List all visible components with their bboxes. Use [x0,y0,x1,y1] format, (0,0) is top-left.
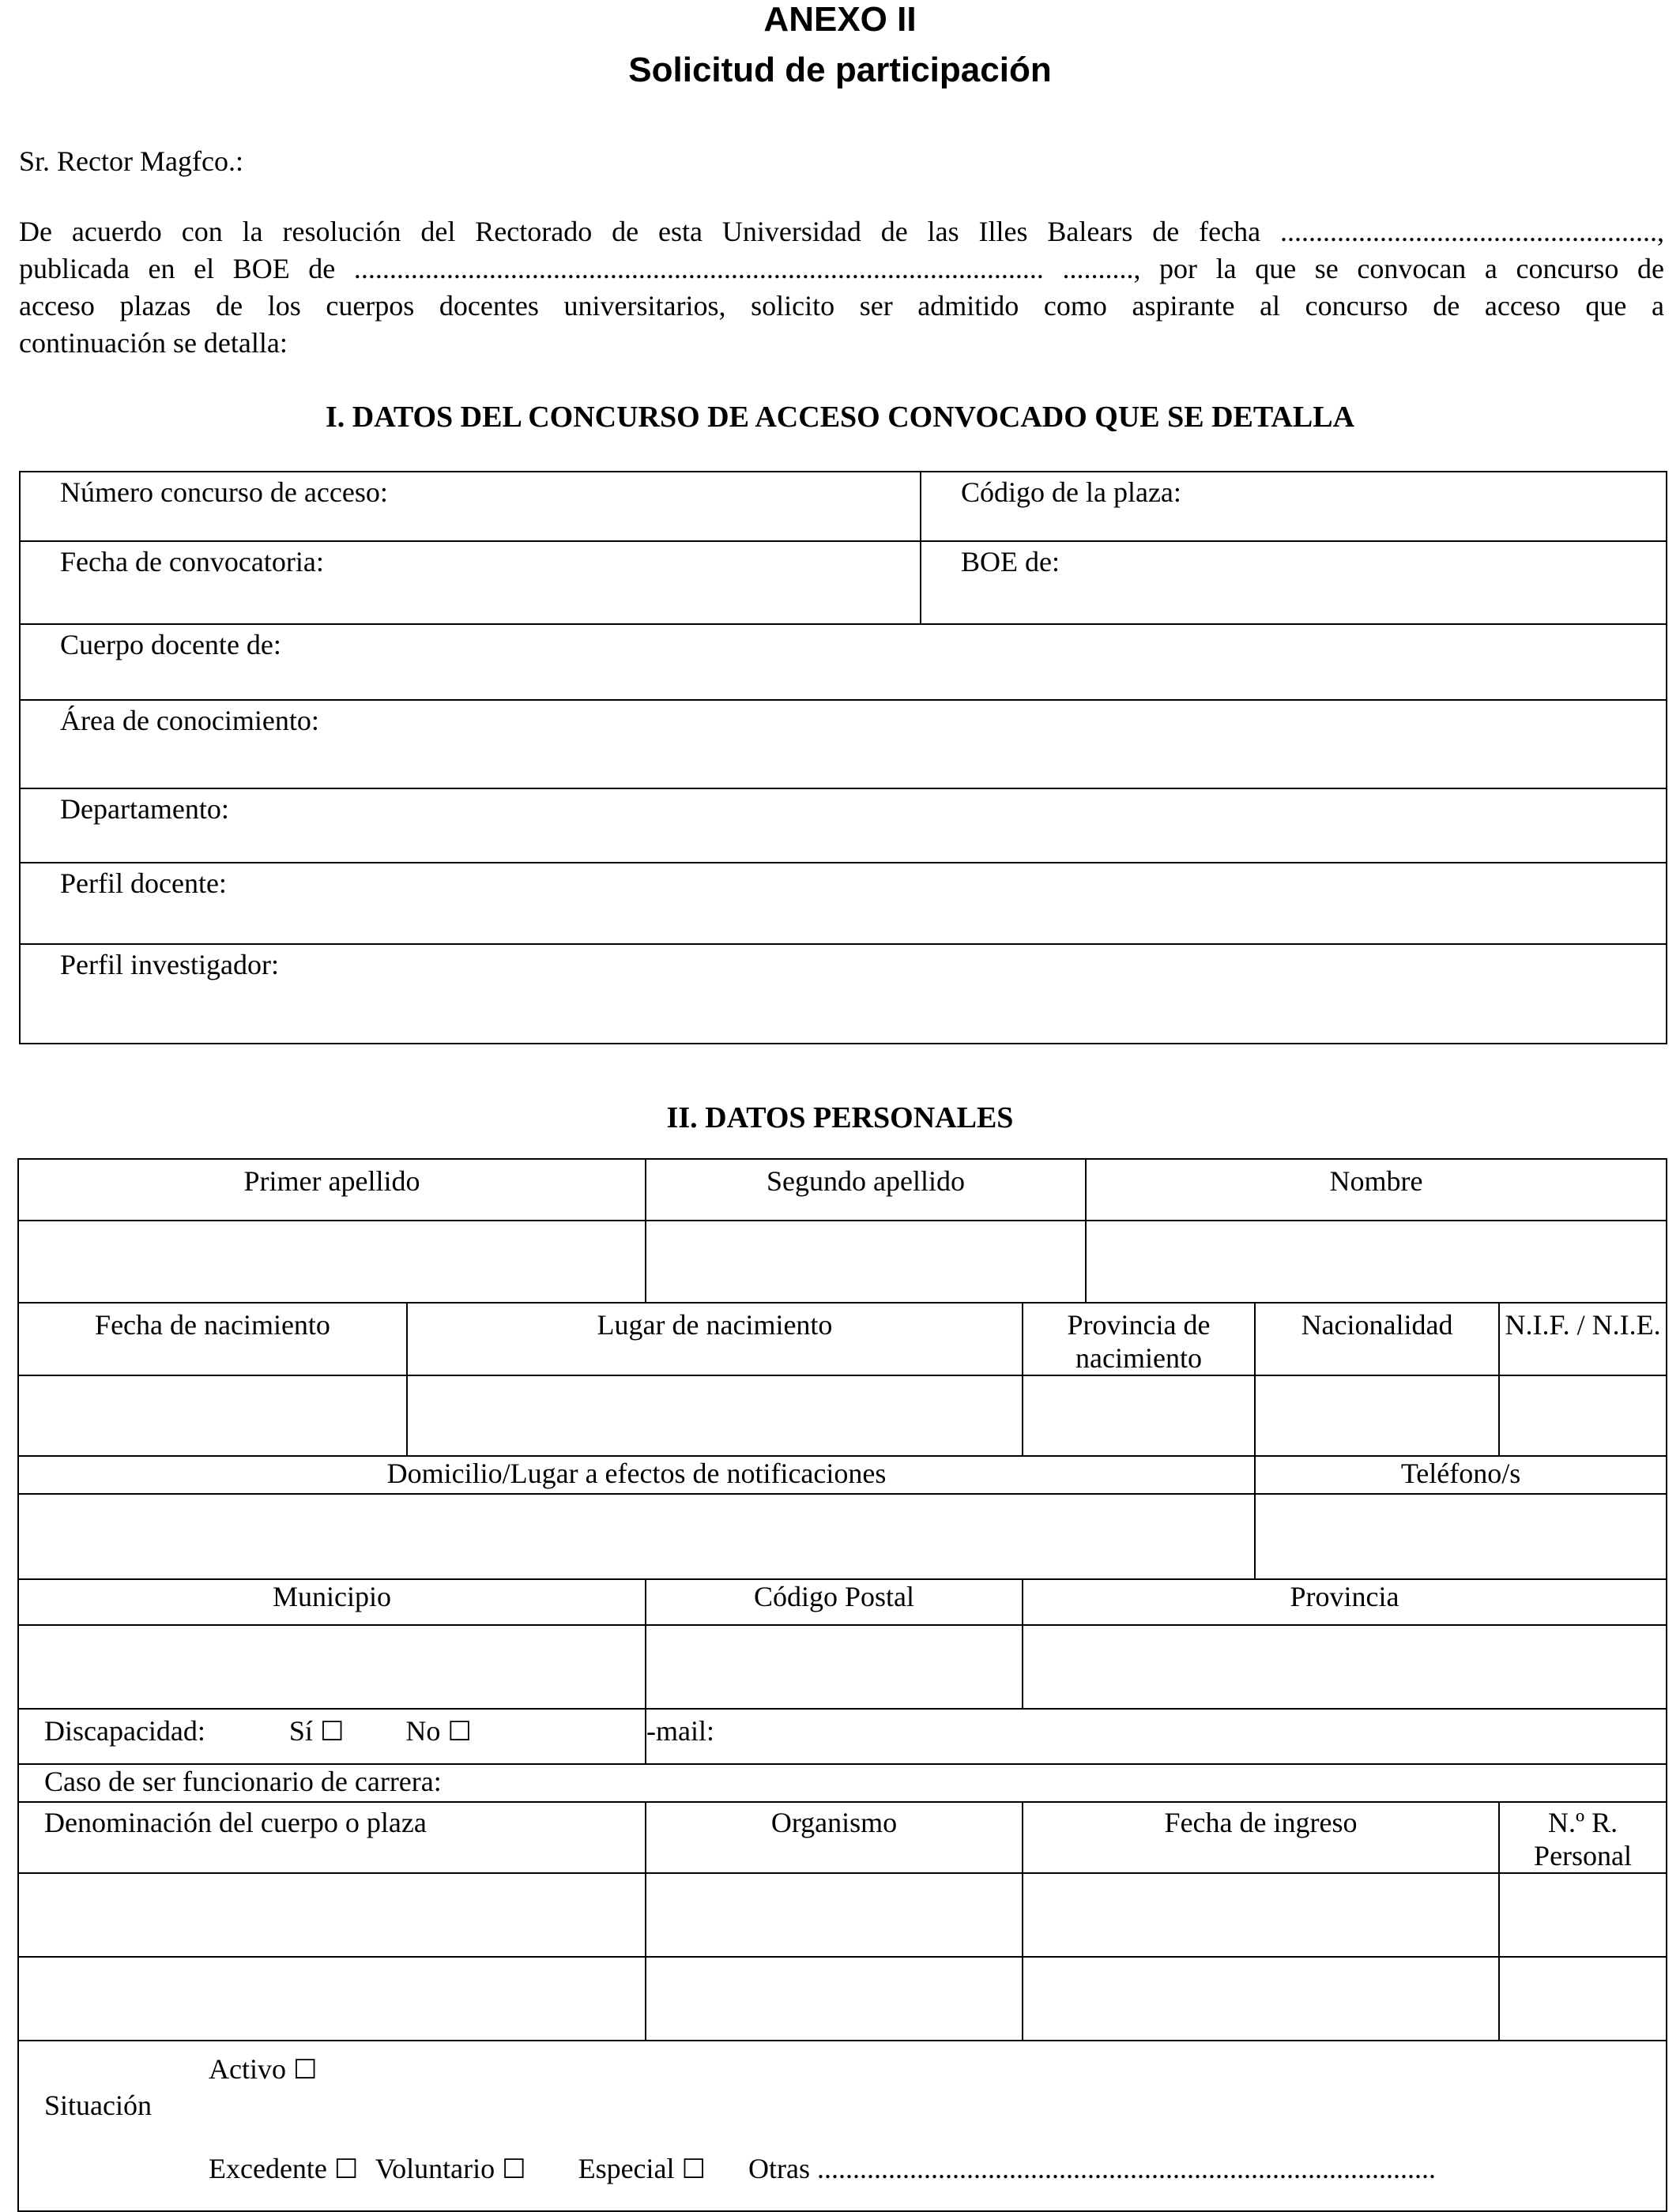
municipio-input[interactable] [18,1625,646,1709]
denominacion-header: Denominación del cuerpo o plaza [18,1802,646,1873]
discapacidad-no-label: No [405,1715,441,1747]
activo-label: Activo [209,2053,286,2085]
denominacion-input-1[interactable] [18,1873,646,1957]
form-title: Solicitud de participación [628,51,1052,89]
numero-concurso-label: Número concurso de acceso: [60,476,388,508]
codigo-postal-input[interactable] [646,1625,1023,1709]
nrp-input-1[interactable] [1499,1873,1667,1957]
annex-title: ANEXO II [763,0,917,39]
nrp-input-2[interactable] [1499,1957,1667,2041]
excedente-label: Excedente [209,2153,327,2184]
nif-input[interactable] [1499,1375,1667,1456]
codigo-postal-header: Código Postal [646,1579,1023,1625]
discapacidad-no-checkbox[interactable]: ☐ [447,1717,472,1747]
boe-label: BOE de: [961,546,1060,577]
otras-label: Otras [748,2153,810,2184]
email-label: -mail: [646,1715,714,1747]
discapacidad-si-label: Sí [288,1715,313,1747]
provincia-nacimiento-header: Provincia de nacimiento [1023,1303,1255,1375]
primer-apellido-input[interactable] [18,1221,646,1303]
situacion-label: Situación [44,2090,152,2121]
codigo-plaza-label: Código de la plaza: [961,476,1181,508]
fecha-nacimiento-header: Fecha de nacimiento [18,1303,407,1375]
situacion-cell [18,2041,1667,2211]
domicilio-header: Domicilio/Lugar a efectos de notificaciones [18,1456,1255,1494]
discapacidad-label: Discapacidad: [44,1715,205,1747]
especial-checkbox[interactable]: ☐ [681,2155,706,2184]
nombre-header: Nombre [1086,1159,1667,1221]
fecha-ingreso-input-1[interactable] [1023,1873,1499,1957]
lugar-nacimiento-header: Lugar de nacimiento [407,1303,1023,1375]
segundo-apellido-header: Segundo apellido [646,1159,1086,1221]
email-field[interactable] [646,1709,1667,1764]
intro-line-2: publicada en el BOE de ................................................................................................. .........., por la que se convocan a concurso de [19,253,1664,284]
organismo-input-2[interactable] [646,1957,1023,2041]
numero-concurso-field[interactable] [20,472,921,541]
section-1-title: I. DATOS DEL CONCURSO DE ACCESO CONVOCADO QUE SE DETALLA [325,401,1355,434]
fecha-ingreso-header: Fecha de ingreso [1023,1802,1499,1873]
intro-line-4: continuación se detalla: [19,327,288,359]
perfil-docente-field[interactable] [20,863,1667,944]
activo-checkbox[interactable]: ☐ [292,2056,318,2085]
personal-data-table [17,1158,1667,2212]
denominacion-input-2[interactable] [18,1957,646,2041]
provincia-input[interactable] [1023,1625,1667,1709]
boe-field[interactable] [921,541,1667,624]
cuerpo-docente-field[interactable] [20,624,1667,700]
departamento-field[interactable] [20,788,1667,863]
fecha-convocatoria-label: Fecha de convocatoria: [60,546,324,577]
voluntario-checkbox[interactable]: ☐ [502,2155,526,2184]
perfil-investigador-label: Perfil investigador: [60,949,279,980]
activo-option [209,2052,317,2086]
nif-header: N.I.F. / N.I.E. [1499,1303,1667,1375]
intro-line-3: acceso plazas de los cuerpos docentes universitarios, solicito ser admitido como aspirante al concurso de acceso que a [19,290,1664,322]
organismo-header: Organismo [646,1802,1023,1873]
area-conocimiento-field[interactable] [20,700,1667,788]
segundo-apellido-input[interactable] [646,1221,1086,1303]
provincia-header: Provincia [1023,1579,1667,1625]
discapacidad-cell [18,1709,646,1764]
discapacidad-si-checkbox[interactable]: ☐ [319,1717,345,1747]
nacionalidad-header: Nacionalidad [1255,1303,1499,1375]
especial-label: Especial [578,2153,675,2184]
perfil-investigador-field[interactable] [20,944,1667,1044]
nrp-header: N.º R. Personal [1499,1802,1667,1873]
voluntario-label: Voluntario [375,2153,495,2184]
telefono-header: Teléfono/s [1255,1456,1667,1494]
organismo-input-1[interactable] [646,1873,1023,1957]
section-2-title: II. DATOS PERSONALES [666,1101,1014,1134]
cuerpo-docente-label: Cuerpo docente de: [60,629,281,660]
lugar-nacimiento-input[interactable] [407,1375,1023,1456]
fecha-nacimiento-input[interactable] [18,1375,407,1456]
area-conocimiento-label: Área de conocimiento: [60,705,319,736]
fecha-ingreso-input-2[interactable] [1023,1957,1499,2041]
perfil-docente-label: Perfil docente: [60,867,227,899]
nacionalidad-input[interactable] [1255,1375,1499,1456]
intro-paragraph [19,213,1664,362]
departamento-label: Departamento: [60,793,229,825]
codigo-plaza-field[interactable] [921,472,1667,541]
provincia-nacimiento-input[interactable] [1023,1375,1255,1456]
domicilio-input[interactable] [18,1494,1255,1579]
salutation: Sr. Rector Magfco.: [19,145,243,177]
primer-apellido-header: Primer apellido [18,1159,646,1221]
otras-input[interactable]: ....................................................................................... [817,2153,1436,2184]
nombre-input[interactable] [1086,1221,1667,1303]
fecha-convocatoria-field[interactable] [20,541,921,624]
municipio-header: Municipio [18,1579,646,1625]
funcionario-label: Caso de ser funcionario de carrera: [18,1764,1667,1802]
excedente-row [209,2152,1436,2185]
telefono-input[interactable] [1255,1494,1667,1579]
contest-data-table [19,471,1667,1044]
excedente-checkbox[interactable]: ☐ [333,2155,359,2184]
intro-line-1: De acuerdo con la resolución del Rectorado de esta Universidad de las Illes Balears de fecha ....................................................., [19,216,1664,247]
